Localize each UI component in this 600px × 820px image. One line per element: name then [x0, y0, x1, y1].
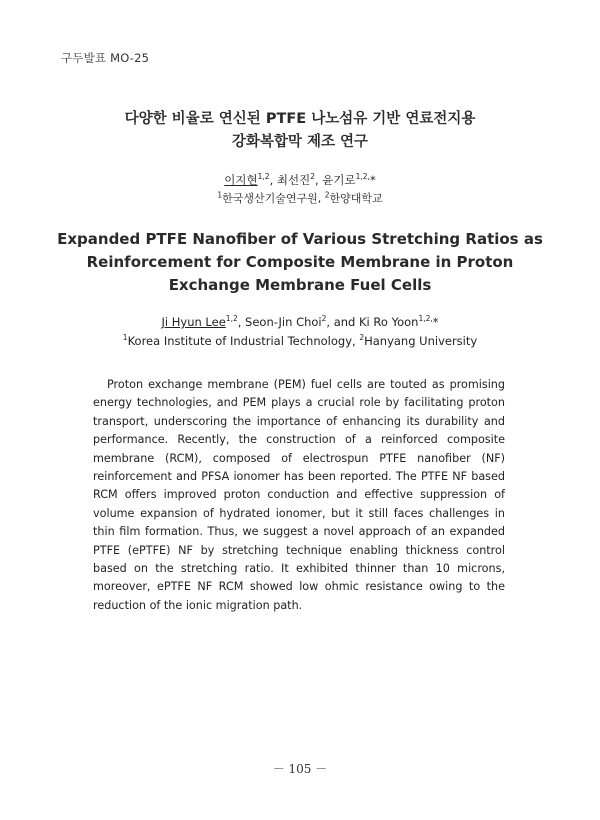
korean-authors	[0, 172, 600, 188]
korean-author-1-name: 이지현	[224, 173, 258, 187]
english-authors	[0, 314, 600, 330]
korean-author-3-sup: 1,2,	[355, 172, 370, 182]
korean-affil-2-name: 한양대학교	[329, 192, 383, 205]
english-affil-2-sup: 2	[359, 333, 365, 343]
korean-title-line1: 다양한 비율로 연신된 PTFE 나노섬유 기반 연료전지용	[124, 111, 476, 127]
english-affil-1-sup: 1	[122, 333, 128, 343]
english-author-1-name: Ji Hyun Lee	[161, 315, 226, 329]
english-author-2-name: Seon-Jin Choi	[245, 315, 322, 329]
english-author-separator-1: ,	[237, 315, 246, 329]
corresponding-author-mark: *	[369, 173, 376, 187]
page-number: － 105 －	[272, 762, 328, 776]
english-author-3-sup: 1,2,	[418, 314, 433, 324]
english-affil-separator: ,	[352, 334, 360, 348]
session-code: 구두발표 MO-25	[61, 51, 150, 65]
korean-affil-separator: ,	[317, 192, 325, 205]
english-author-3-name: Ki Ro Yoon	[359, 315, 419, 329]
korean-author-3-name: 윤기로	[322, 173, 356, 187]
korean-title-line2: 강화복합막 제조 연구	[231, 134, 369, 150]
korean-author-2-name: 최선진	[276, 173, 311, 187]
english-corresponding-mark: *	[432, 315, 439, 329]
abstract-paragraph: Proton exchange membrane (PEM) fuel cells are touted as promising energy technologies, and PEM plays a crucial role by facilitating proton transport, underscoring the importance of enhancing its durability and performance. Recently, the construction of a reinforced composite membrane (RCM), composed of electrospun PTFE nanofiber (NF) reinforcement and PFSA ionomer has been reported. The PTFE NF based RCM offers improved proton conduction and effective suppression of volume expansion of hydrated ionomer, but it still faces challenges in thin film formation. Thus, we suggest a novel approach of an expanded PTFE (ePTFE) NF by stretching technique enabling thickness control based on the stretching ratio. It exhibited thinner than 10 microns, moreover, ePTFE NF RCM showed low ohmic resistance owing to the reduction of the ionic migration path.	[93, 378, 505, 612]
english-author-separator-2: , and	[326, 315, 360, 329]
english-affil-2-name: Hanyang University	[364, 334, 478, 348]
korean-author-separator: ,	[269, 173, 277, 187]
english-author-2-sup: 2	[321, 314, 327, 324]
english-author-1-sup: 1,2	[225, 314, 238, 324]
english-title-line1: Expanded PTFE Nanofiber of Various Stretching Ratios as	[57, 230, 543, 248]
korean-author-separator: ,	[314, 173, 323, 187]
korean-author-2-sup: 2	[310, 172, 315, 182]
english-affil-1-name: Korea Institute of Industrial Technology	[127, 334, 352, 348]
korean-affil-1-sup: 1	[217, 190, 223, 200]
korean-author-1-sup: 1,2	[257, 172, 270, 182]
korean-affil-2-sup: 2	[324, 190, 330, 200]
english-title-line2: Reinforcement for Composite Membrane in Proton	[86, 253, 514, 271]
korean-affiliations	[0, 191, 600, 207]
english-affiliations	[0, 333, 600, 349]
english-title-line3: Exchange Membrane Fuel Cells	[168, 276, 432, 294]
korean-affil-1-name: 한국생산기술연구원	[222, 192, 318, 205]
